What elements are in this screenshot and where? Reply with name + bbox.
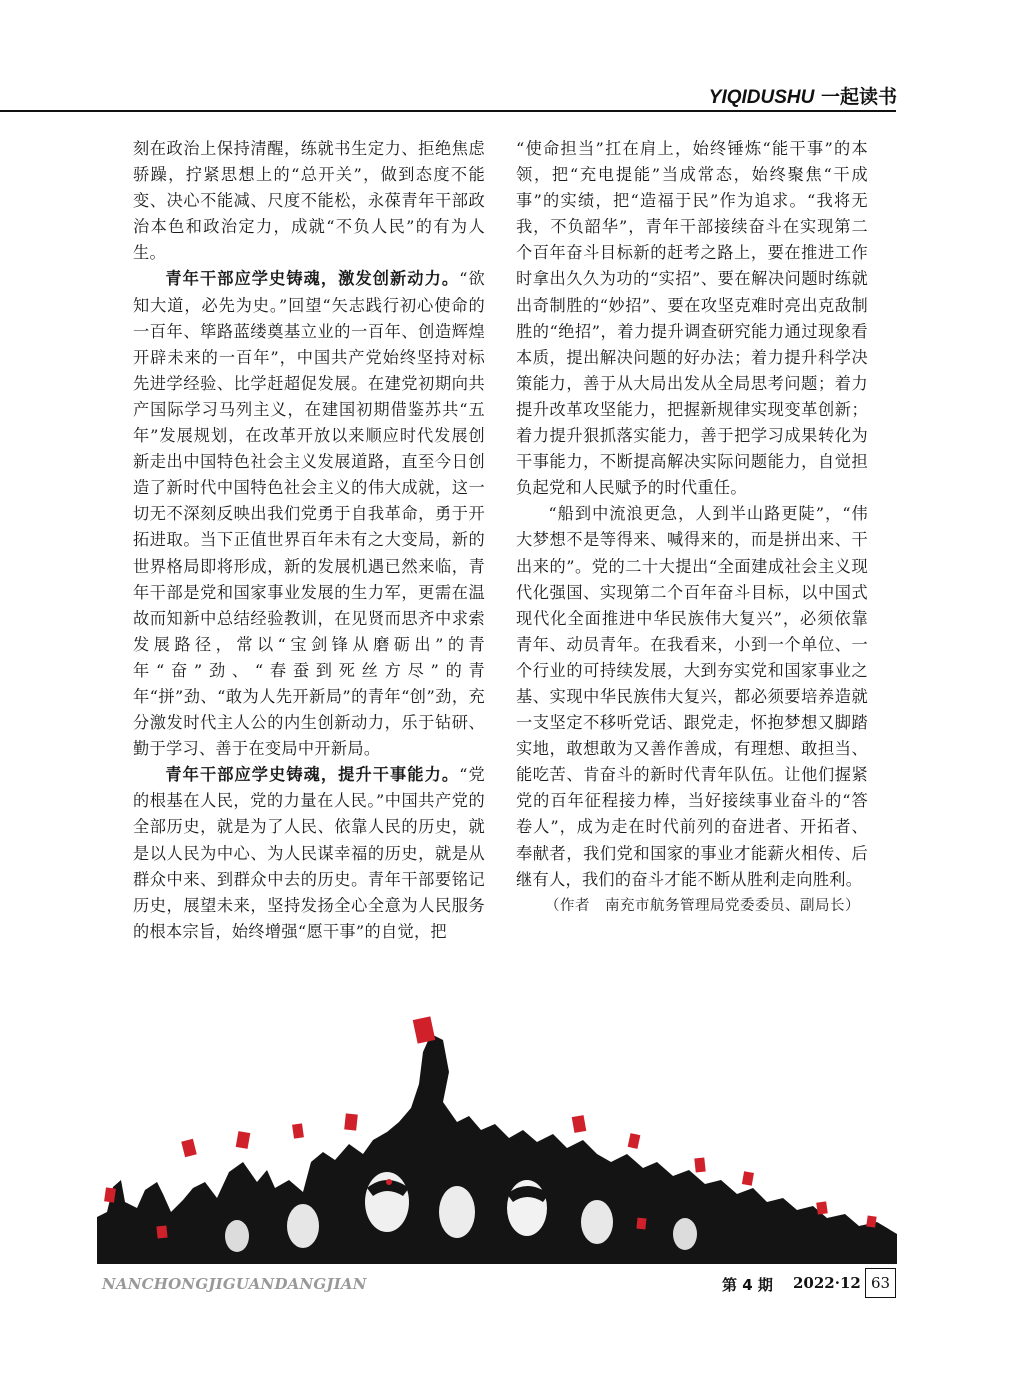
paragraph-text: “船到中流浪更急，人到半山路更陡”，“伟大梦想不是等得来、喊得来的，而是拼出来、干出来的”。党的二十大提出“全面建成社会主义现代化强国、实现第二个百年奋斗目标，以中国式现代化全面推进中华民族伟大复兴”，必须依靠青年、动员青年。在我看来，小到一个单位、一个行业的可持续发展，大到夯实党和国家事业之基、实现中华民族伟大复兴，都必须要培养造就一支坚定不移听党话、跟党走，怀抱梦想又脚踏实地，敢想敢为又善作善成，有理想、敢担当、能吃苦、肯奋斗的新时代青年队伍。让他们握紧党的百年征程接力棒，当好接续事业奋斗的“答卷人”，成为走在时代前列的奋进者、开拓者、奉献者，我们党和国家的事业才能薪火相传、后继有人，我们的奋斗才能不断从胜利走向胜利。 xyxy=(516,504,868,889)
article-column-right xyxy=(516,136,868,919)
paragraph-text: “欲知大道，必先为史。”回望“矢志践行初心使命的一百年、筚路蓝缕奠基立业的一百年、创造辉煌开辟未来的一百年”，中国共产党始终坚持对标先进学经验、比学赶超促发展。在建党初期向共产国际学习马列主义，在建国初期借鉴苏共“五年”发展规划，在改革开放以来顺应时代发展创新走出中国特色社会主义发展道路，直至今日创造了新时代中国特色社会主义的伟大成就，这一切无不深刻反映出我们党勇于自我革命，勇于开拓进取。当下正值世界百年未有之大变局，新的世界格局即将形成，新的发展机遇已然来临，青年干部是党和国家事业发展的生力军，更需在温故而知新中总结经验教训，在见贤而思齐中求索发展路径，常以“宝剑锋从磨砺出”的青年“奋”劲、“春蚕到死丝方尽”的青年“拼”劲、“敢为人先开新局”的青年“创”劲，充分激发时代主人公的内生创新动力，乐于钻研、勤于学习、善于在变局中开新局。 xyxy=(133,269,485,759)
paragraph-text: （作者 南充市航务管理局党委委员、副局长） xyxy=(545,897,860,914)
issue-date: 2022·12 xyxy=(793,1274,861,1292)
paragraph-text: “使命担当”扛在肩上，始终锤炼“能干事”的本领，把“充电提能”当成常态，始终聚焦“干成事”的实绩，把“造福于民”作为追求。“我将无我，不负韶华”，青年干部接续奋斗在实现第二个百年奋斗目标新的赶考之路上，要在推进工作时拿出久久为功的“实招”、要在解决问题时练就出奇制胜的“妙招”、要在攻坚克难时亮出克敌制胜的“绝招”，着力提升调查研究能力通过现象看本质，提出解决问题的好办法；着力提升科学决策能力，善于从大局出发从全局思考问题；着力提升改革攻坚能力，把握新规律实现变革创新；着力提升狠抓落实能力，善于把学习成果转化为干事能力，不断提高解决实际问题能力，自觉担负起党和人民赋予的时代重任。 xyxy=(516,139,868,498)
paragraph-lead-heading: 青年干部应学史铸魂，提升干事能力。 xyxy=(165,765,460,785)
article-paragraph xyxy=(516,136,868,501)
page-number: 63 xyxy=(865,1268,896,1298)
journal-section-header xyxy=(709,82,897,109)
article-paragraph xyxy=(133,762,485,945)
paragraph-lead-heading: 青年干部应学史铸魂，激发创新动力。 xyxy=(165,269,460,289)
section-title-chinese: 一起读书 xyxy=(820,86,897,108)
article-paragraph xyxy=(133,266,485,762)
journal-name-latin: NANCHONGJIGUANDANGJIAN xyxy=(102,1275,367,1293)
article-column-left xyxy=(133,136,485,945)
section-title-latin: YIQIDUSHU xyxy=(708,87,815,108)
article-paragraph xyxy=(516,501,868,892)
header-divider xyxy=(0,110,896,112)
article-paragraph xyxy=(133,136,485,266)
paragraph-text: 刻在政治上保持清醒，练就书生定力、拒绝焦虑骄躁，拧紧思想上的“总开关”，做到态度不能变、决心不能减、尺度不能松，永葆青年干部政治本色和政治定力，成就“不负人民”的有为人生。 xyxy=(133,139,485,263)
crowd-raising-red-books-icon xyxy=(97,1012,897,1264)
issue-number: 第 4 期 xyxy=(722,1276,773,1294)
author-signature xyxy=(516,893,868,919)
paragraph-text: “党的根基在人民，党的力量在人民。”中国共产党的全部历史，就是为了人民、依靠人民的历史，就是以人民为中心、为人民谋幸福的历史，就是从群众中来、到群众中去的历史。青年干部要铭记历史，展望未来，坚持发扬全心全意为人民服务的根本宗旨，始终增强“愿干事”的自觉，把 xyxy=(133,765,485,941)
